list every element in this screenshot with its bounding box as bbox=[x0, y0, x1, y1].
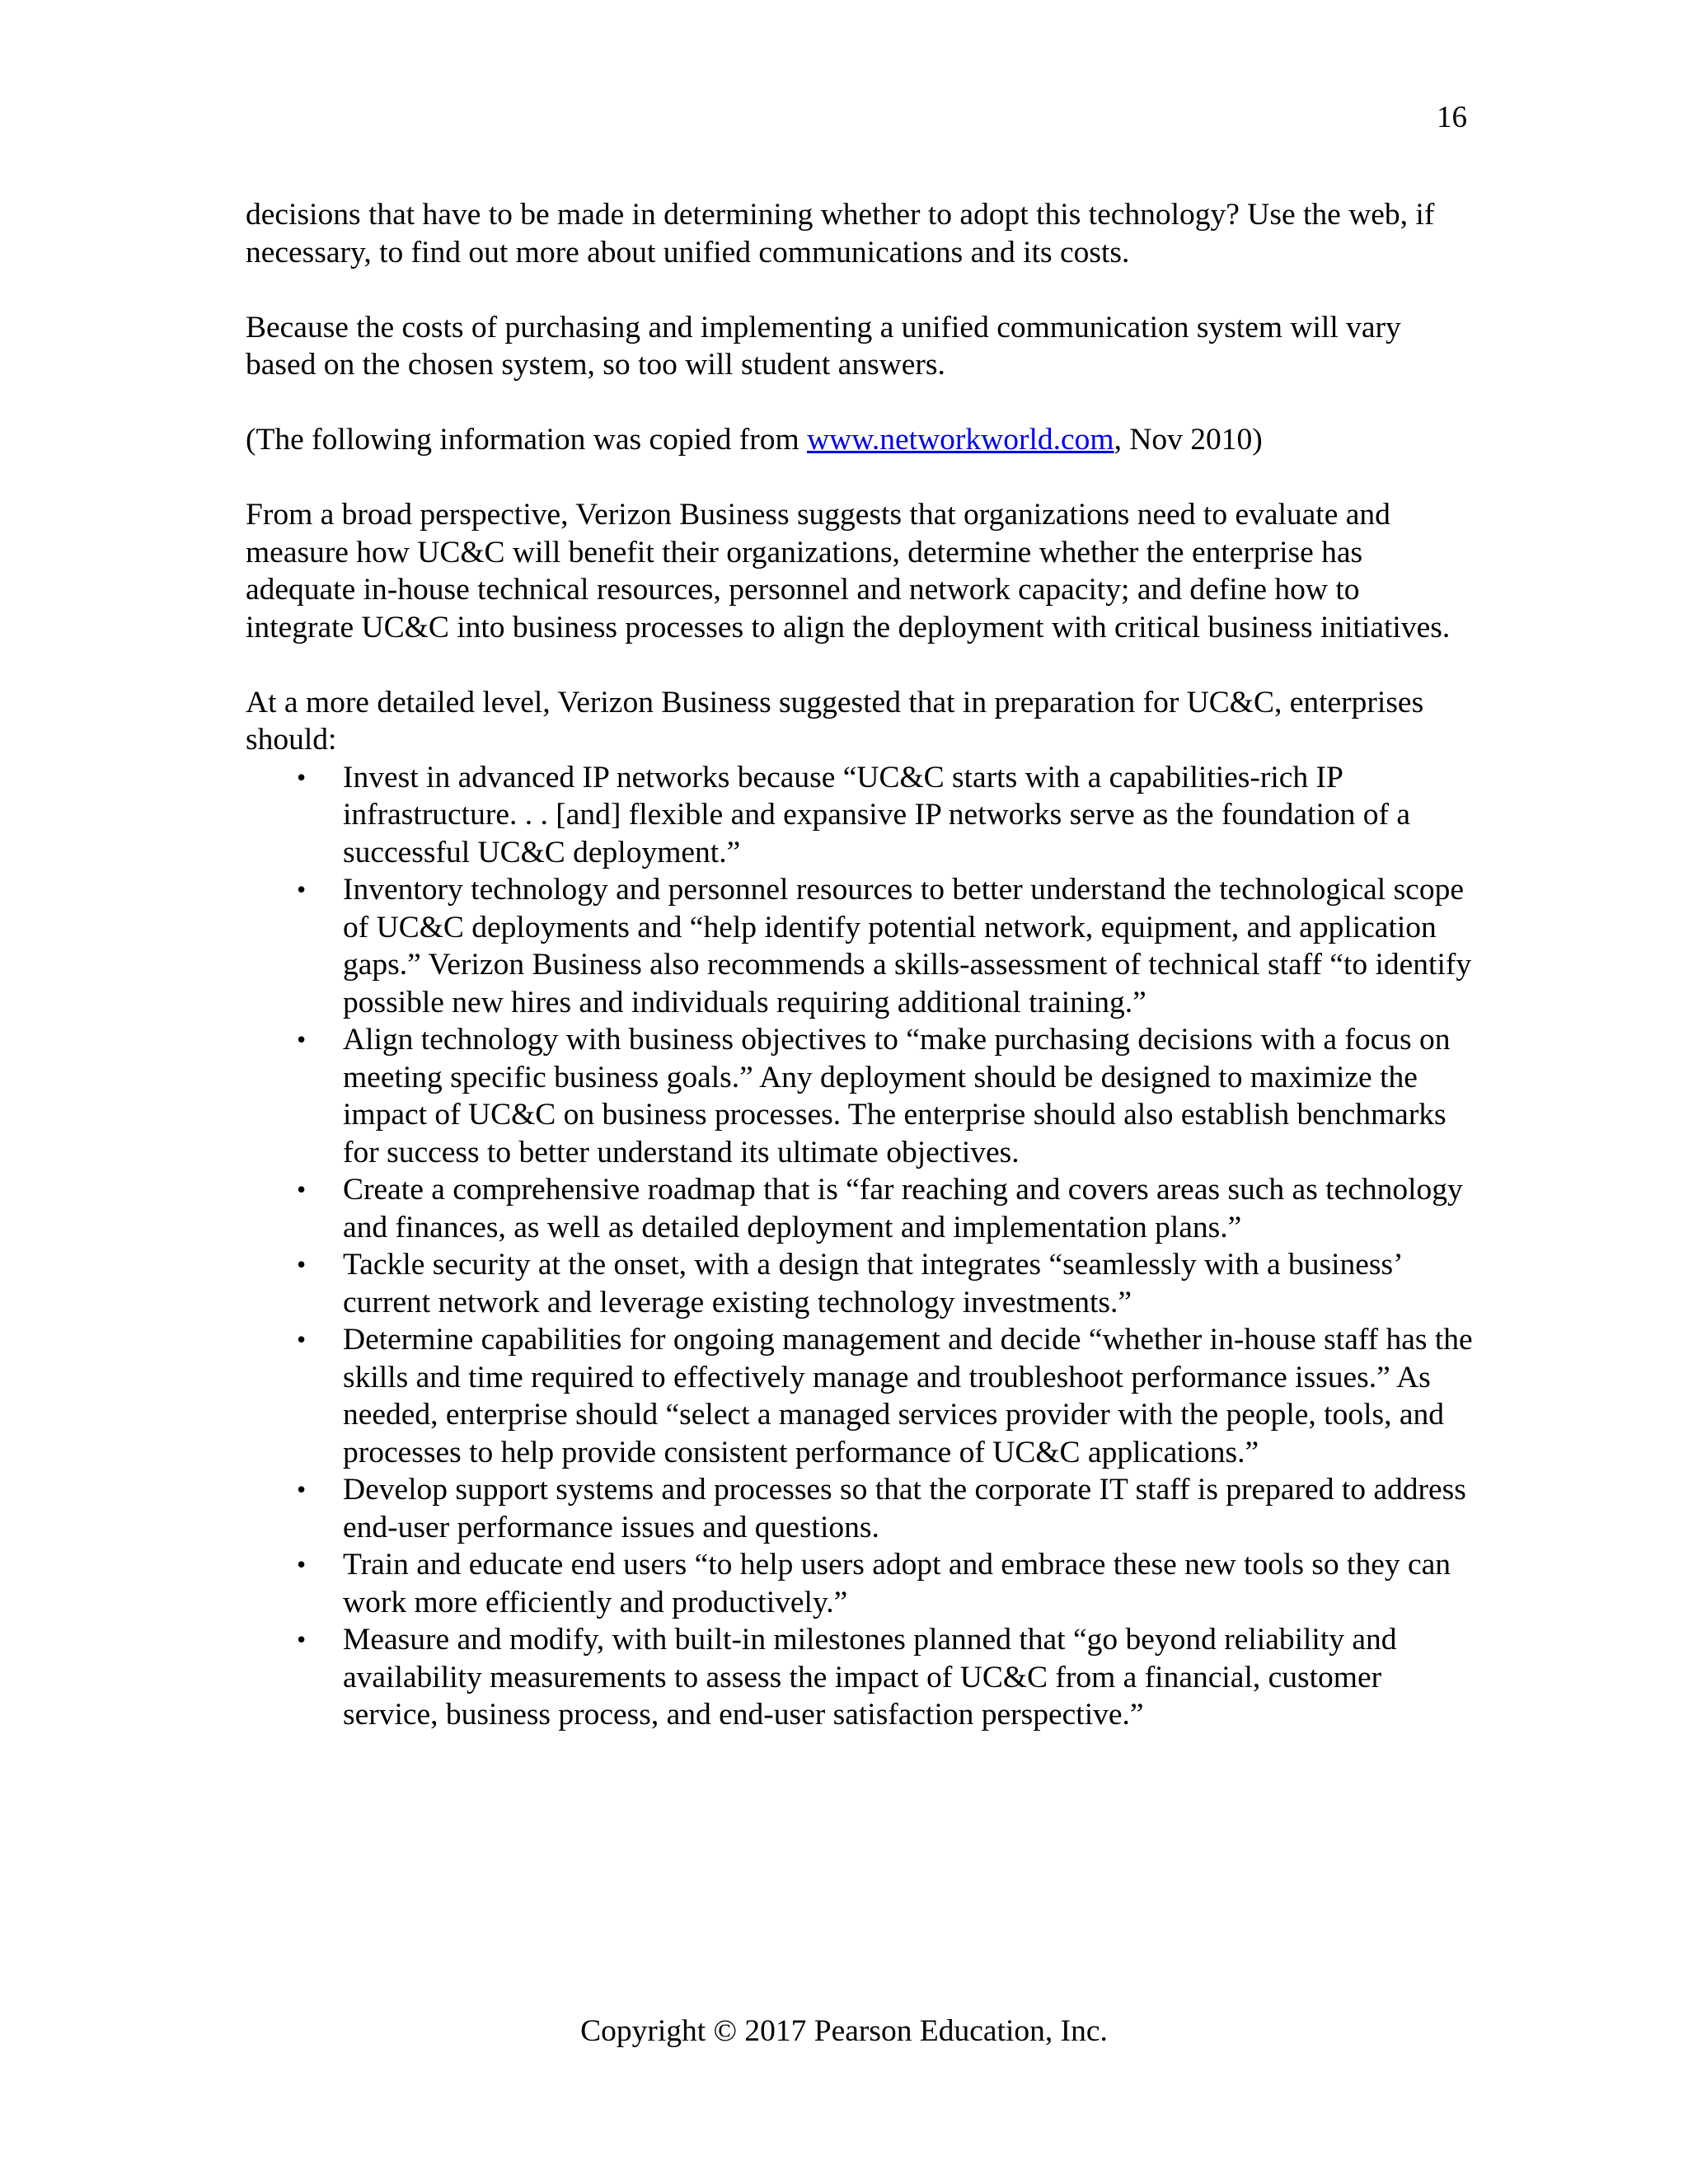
list-item bbox=[246, 1021, 1474, 1171]
bullet-icon: • bbox=[297, 762, 307, 792]
list-item-text: Inventory technology and personnel resources to better understand the technological scope of UC&C deployments and “help identify potential network, equipment, and application gaps.” Verizon Business also recommends a skills-assessment of technical staff “to identify possible new hires and individuals requiring additional training.” bbox=[343, 873, 1472, 1019]
list-item-text: Create a comprehensive roadmap that is “far reaching and covers areas such as technology and finances, as well as detailed deployment and implementation plans.” bbox=[343, 1173, 1463, 1244]
source-note-suffix: , Nov 2010) bbox=[1114, 423, 1263, 457]
list-item bbox=[246, 1246, 1474, 1321]
bullet-icon: • bbox=[297, 1474, 307, 1504]
list-item-text: Measure and modify, with built-in milestones planned that “go beyond reliability and availability measurements to assess the impact of UC&C from a financial, customer service, business process, and end-user satisfaction perspective.” bbox=[343, 1623, 1397, 1732]
copyright-footer: Copyright © 2017 Pearson Education, Inc. bbox=[580, 2014, 1108, 2048]
list-item-text: Determine capabilities for ongoing management and decide “whether in-house staff has the skills and time required to effectively manage and troubleshoot performance issues.” As needed, enterprise should “select a managed services provider with the people, tools, and processes to help provide consistent performance of UC&C applications.” bbox=[343, 1323, 1473, 1469]
page-number: 16 bbox=[1437, 101, 1467, 134]
list-item-text: Train and educate end users “to help users adopt and embrace these new tools so they can work more efficiently and productively.” bbox=[343, 1548, 1451, 1619]
paragraph-source-note bbox=[246, 421, 1474, 459]
bullet-icon: • bbox=[297, 1174, 307, 1204]
bullet-icon: • bbox=[297, 1549, 307, 1579]
recommendations-list bbox=[246, 759, 1474, 1734]
list-item bbox=[246, 1321, 1474, 1471]
bullet-icon: • bbox=[297, 874, 307, 904]
paragraph-detailed-level: At a more detailed level, Verizon Business suggested that in preparation for UC&C, enterprises should: bbox=[246, 685, 1424, 757]
list-item bbox=[246, 1621, 1474, 1734]
list-item bbox=[246, 1171, 1474, 1246]
bullet-icon: • bbox=[297, 1324, 307, 1354]
list-item-text: Develop support systems and processes so that the corporate IT staff is prepared to address end-user performance issues and questions. bbox=[343, 1473, 1466, 1544]
networkworld-link[interactable]: www.networkworld.com bbox=[807, 423, 1114, 457]
list-item-text: Invest in advanced IP networks because “UC&C starts with a capabilities-rich IP infrastructure. . . [and] flexible and expansive IP networks serve as the foundation of a successful UC&C deployment.” bbox=[343, 760, 1411, 869]
list-item bbox=[246, 759, 1474, 872]
bullet-icon: • bbox=[297, 1624, 307, 1654]
list-item-text: Tackle security at the onset, with a design that integrates “seamlessly with a business’ current network and leverage existing technology investments.” bbox=[343, 1248, 1401, 1319]
list-item-text: Align technology with business objectives to “make purchasing decisions with a focus on meeting specific business goals.” Any deployment should be designed to maximize the impact of UC&C on business processes. The enterprise should also establish benchmarks for success to better understand its ultimate objectives. bbox=[343, 1023, 1451, 1169]
paragraph-broad-perspective: From a broad perspective, Verizon Business suggests that organizations need to evaluate and measure how UC&C will benefit their organizations, determine whether the enterprise has adequate in-house technical resources, personnel and network capacity; and define how to integrate UC&C into business processes to align the deployment with critical business initiatives. bbox=[246, 498, 1451, 644]
bullet-icon: • bbox=[297, 1024, 307, 1054]
source-note-prefix: (The following information was copied from bbox=[246, 423, 808, 457]
paragraph-answer-intro: Because the costs of purchasing and implementing a unified communication system will vary based on the chosen system, so too will student answers. bbox=[246, 310, 1401, 382]
paragraph-question-continuation: decisions that have to be made in determining whether to adopt this technology? Use the web, if necessary, to find out more about unified communications and its costs. bbox=[246, 198, 1435, 269]
list-item bbox=[246, 1546, 1474, 1621]
bullet-icon: • bbox=[297, 1249, 307, 1279]
list-item bbox=[246, 871, 1474, 1021]
list-item bbox=[246, 1471, 1474, 1546]
page-body bbox=[246, 196, 1474, 1734]
